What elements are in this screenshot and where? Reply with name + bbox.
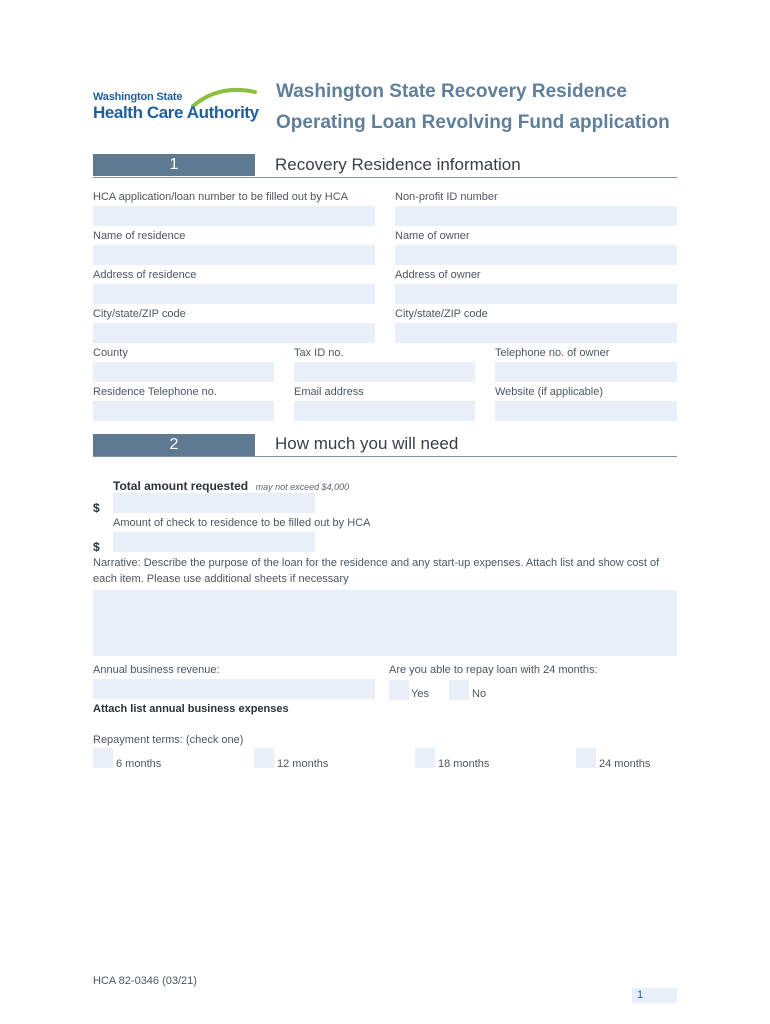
svg-text:Health Care Authority: Health Care Authority: [93, 103, 259, 122]
owner-city-field[interactable]: [395, 323, 677, 343]
section-1-heading: Recovery Residence information: [275, 155, 521, 174]
residence-address-field[interactable]: [93, 284, 375, 304]
owner-name-field[interactable]: [395, 245, 677, 265]
website-label: Website (if applicable): [495, 386, 604, 398]
owner-address-label: Address of owner: [395, 269, 481, 281]
dollar-sign-1: $: [93, 501, 100, 515]
residence-name-label: Name of residence: [93, 230, 186, 242]
residence-phone-field[interactable]: [93, 401, 274, 421]
email-label: Email address: [294, 386, 364, 398]
narrative-field[interactable]: [93, 590, 677, 656]
email-field[interactable]: [294, 401, 475, 421]
repay-no-checkbox[interactable]: [449, 680, 469, 700]
section-2-rule: [93, 456, 677, 457]
expenses-label: Attach list annual business expenses: [93, 703, 289, 715]
form-title-line2: Operating Loan Revolving Fund application: [276, 112, 670, 133]
app-number-field[interactable]: [93, 206, 375, 226]
repay-question: Are you able to repay loan with 24 months:: [389, 664, 598, 676]
repay-no-label: No: [472, 688, 487, 700]
terms-24-checkbox[interactable]: [576, 748, 596, 768]
section-1-number: 1: [93, 154, 255, 176]
logo-wordmark: [93, 88, 263, 122]
terms-18-label: 18 months: [438, 758, 490, 770]
page-number-box: [632, 988, 677, 1003]
residence-city-label: City/state/ZIP code: [93, 308, 186, 320]
residence-address-label: Address of residence: [93, 269, 197, 281]
total-amount-note: may not exceed $4,000: [255, 482, 350, 492]
nonprofit-id-label: Non-profit ID number: [395, 191, 498, 203]
revenue-field[interactable]: [93, 679, 375, 699]
terms-12-checkbox[interactable]: [254, 748, 274, 768]
owner-city-label: City/state/ZIP code: [395, 308, 488, 320]
owner-address-field[interactable]: [395, 284, 677, 304]
form-number: HCA 82-0346 (03/21): [93, 975, 197, 987]
terms-6-checkbox[interactable]: [93, 748, 113, 768]
nonprofit-id-field[interactable]: [395, 206, 677, 226]
county-field[interactable]: [93, 362, 274, 382]
residence-phone-label: Residence Telephone no.: [93, 386, 217, 398]
form-title-line1: Washington State Recovery Residence: [276, 81, 627, 102]
residence-name-field[interactable]: [93, 245, 375, 265]
total-amount-field[interactable]: [113, 493, 315, 513]
section-1-rule: [93, 177, 677, 178]
owner-name-label: Name of owner: [395, 230, 470, 242]
repay-yes-checkbox[interactable]: [389, 680, 409, 700]
svg-text:Washington State: Washington State: [93, 91, 183, 103]
county-label: County: [93, 347, 128, 359]
revenue-label: Annual business revenue:: [93, 664, 220, 676]
section-2-number: 2: [93, 434, 255, 456]
tax-id-field[interactable]: [294, 362, 475, 382]
owner-phone-field[interactable]: [495, 362, 677, 382]
total-amount-label: Total amount requested: [113, 479, 249, 493]
check-amount-field[interactable]: [113, 532, 315, 552]
owner-phone-label: Telephone no. of owner: [495, 347, 610, 359]
dollar-sign-2: $: [93, 540, 100, 554]
app-number-label: HCA application/loan number to be filled out by HCA: [93, 191, 348, 203]
section-2-heading: How much you will need: [275, 434, 459, 453]
residence-city-field[interactable]: [93, 323, 375, 343]
check-amount-label: Amount of check to residence to be filled out by HCA: [113, 517, 371, 529]
narrative-label: Narrative: Describe the purpose of the loan for the residence and any start-up expenses. Attach list and show cost of each item. Please use additional sheets if necessary: [93, 557, 660, 585]
hca-logo: [93, 88, 263, 128]
terms-18-checkbox[interactable]: [415, 748, 435, 768]
terms-6-label: 6 months: [116, 758, 162, 770]
website-field[interactable]: [495, 401, 677, 421]
repay-yes-label: Yes: [411, 688, 429, 700]
terms-label: Repayment terms: (check one): [93, 734, 244, 746]
page-number: 1: [637, 989, 644, 1001]
tax-id-label: Tax ID no.: [294, 347, 344, 359]
terms-24-label: 24 months: [599, 758, 651, 770]
terms-12-label: 12 months: [277, 758, 329, 770]
